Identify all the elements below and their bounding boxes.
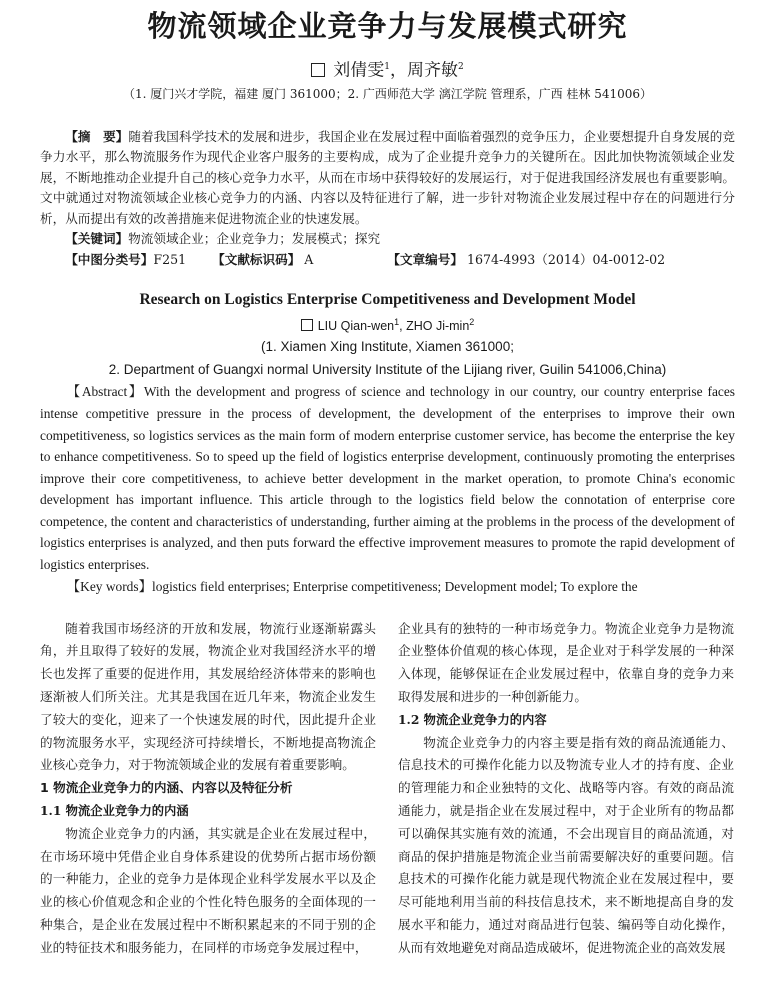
square-box-icon (301, 319, 313, 331)
author-2: 周齐敏 (407, 60, 458, 81)
abstract-cn-label: 【摘 要】 (65, 128, 129, 144)
keywords-en (40, 576, 735, 598)
en-author-2: ZHO Ji-min (406, 319, 470, 334)
author-1-sup: 1 (384, 62, 390, 72)
english-affiliation-1: (1. Xiamen Xing Institute, Xiamen 361000; (261, 339, 514, 355)
doc-code-value: A (304, 251, 314, 267)
en-author-1: LIU Qian-wen (317, 319, 395, 334)
article-no-value: 1674-4993（2014）04-0012-02 (466, 251, 666, 267)
square-box-icon (311, 63, 325, 77)
keywords-cn-label: 【关键词】 (65, 231, 129, 247)
clc-label: 【中图分类号】 (65, 251, 154, 267)
body-paragraph: 物流企业竞争力的内容主要是指有效的商品流通能力、信息技术的可操作化能力以及物流专业人才的持有度、企业的管理能力和企业独特的文化、战略等内容。有效的商品流通能力，就是指企业在发展过程中，对于企业所有的物品都可以确保其实施有效的流通，不会出现盲目的商品流通，对商品的保护措施是物流企业当前需要解决好的重要问题。信息技术的可操作化能力就是现代物流企业在发展过程中，要尽可能地利用当前的科技信息技术，来不断地提高自身的发展水平和能力，通过对商品进行包装、编码等自动化操作，从而有效地避免对商品造成破坏，促进物流企业的高效发展 (398, 734, 734, 955)
section-heading-1-1: 1.1 物流企业竞争力的内涵 (40, 803, 189, 819)
section-heading-1-2: 1.2 物流企业竞争力的内容 (398, 711, 547, 727)
article-no-label: 【文章编号】 (387, 251, 463, 267)
en-author-separator: , (399, 319, 407, 334)
keywords-cn (40, 229, 735, 250)
classification-row (40, 250, 735, 271)
body-column-right (398, 618, 734, 960)
author-1: 刘倩雯 (333, 60, 385, 81)
abstract-en (40, 381, 735, 575)
keywords-en-text: logistics field enterprises; Enterprise competitiveness; Development model; To explore the (151, 578, 638, 594)
author-line (40, 56, 735, 82)
body-column-left (40, 618, 376, 960)
keywords-cn-text: 物流领域企业；企业竞争力；发展模式；探究 (128, 231, 381, 247)
english-author-line (40, 313, 735, 335)
body-columns (40, 618, 735, 960)
author-2-sup: 2 (458, 62, 464, 72)
paper-title: 物流领域企业竞争力与发展模式研究 (147, 9, 628, 43)
clc-value: F251 (153, 251, 187, 267)
section-heading-1: 1 物流企业竞争力的内涵、内容以及特征分析 (40, 780, 293, 796)
doc-code-label: 【文献标识码】 (212, 251, 301, 267)
author-separator: ， (390, 60, 407, 81)
affiliation: （1. 厦门兴才学院，福建 厦门 361000；2. 广西师范大学 漓江学院 管理系，广西 桂林 541006） (122, 86, 653, 101)
english-affiliation-2: 2. Department of Guangxi normal University Institute of the Lijiang river, Guilin 541006,China) (108, 362, 667, 378)
abstract-cn-text: 随着我国科学技术的发展和进步，我国企业在发展过程中面临着强烈的竞争压力，企业要想提升自身发展的竞争力水平，那么物流服务作为现代企业客户服务的主要构成，成为了企业提升竞争力的关键所在。因此加快物流领域企业发展，不断地推动企业提升自己的核心竞争力水平，从而在市场中获得较好的发展运行，对于促进我国经济发展也有重要影响。文中就通过对物流领域企业核心竞争力的内涵、内容以及特征进行了解，进一步针对物流企业发展过程中存在的问题进行分析，从而提出有效的改善措施来促进物流企业的快速发展。 (40, 128, 736, 226)
english-title: Research on Logistics Enterprise Competitiveness and Development Model (139, 291, 636, 309)
en-author-1-sup: 1 (394, 317, 400, 328)
abstract-en-label: 【Abstract】 (66, 384, 144, 400)
body-paragraph: 随着我国市场经济的开放和发展，物流行业逐渐崭露头角，并且取得了较好的发展，物流企业对我国经济水平的增长也发挥了重要的促进作用，其发展给经济体带来的影响也逐渐被人们所关注。尤其是我国在近几年来，物流企业发生了较大的变化，迎来了一个快速发展的时代，因此提升企业的物流服务水平，实现经济可持续增长，不断地提高物流企业核心竞争力，对于物流领域企业的发展有着重要影响。 (40, 620, 376, 773)
keywords-en-label: 【Key words】 (66, 578, 152, 594)
body-paragraph: 物流企业竞争力的内涵，其实就是企业在发展过程中，在市场环境中凭借企业自身体系建设的优势所占据市场份额的一种能力，企业的竞争力是体现企业科学发展水平以及企业的核心价值观念和企业的个性化特色服务的全面体现的一种集合，是企业在发展过程中不断积累起来的不同于别的企业的特征技术和服务能力，在同样的市场竞争发展过程中， (40, 825, 376, 955)
abstract-cn (40, 127, 735, 230)
body-paragraph: 企业具有的独特的一种市场竞争力。物流企业竞争力是物流企业整体价值观的核心体现，是企业对于科学发展的一种深入体现，能够保证在企业发展过程中，依靠自身的竞争力来取得发展和进步的一种创新能力。 (398, 620, 734, 705)
abstract-en-text: With the development and progress of science and technology in our country, our country enterprise faces intense competitive pressure in the process of development, the development of the enterprises to improve their own competitiveness, so logistics services as the main form of modern enterprise customer service, has become the enterprise the key to enhance competitiveness. So to speed up the field of logistics enterprise development, continuously promoting the enterprises improve their core competitiveness, to achieve better development in the market operation, to promote China's economic development has important influence. This article through to the logistics field below the connotation of enterprise core competence, the content and characteristics of understanding, further aiming at the problems in the process of the development of logistics enterprises is analyzed, and then puts forward the effective improvement measures to promote the rapid development of logistics enterprises. (40, 384, 735, 573)
en-author-2-sup: 2 (469, 317, 475, 328)
